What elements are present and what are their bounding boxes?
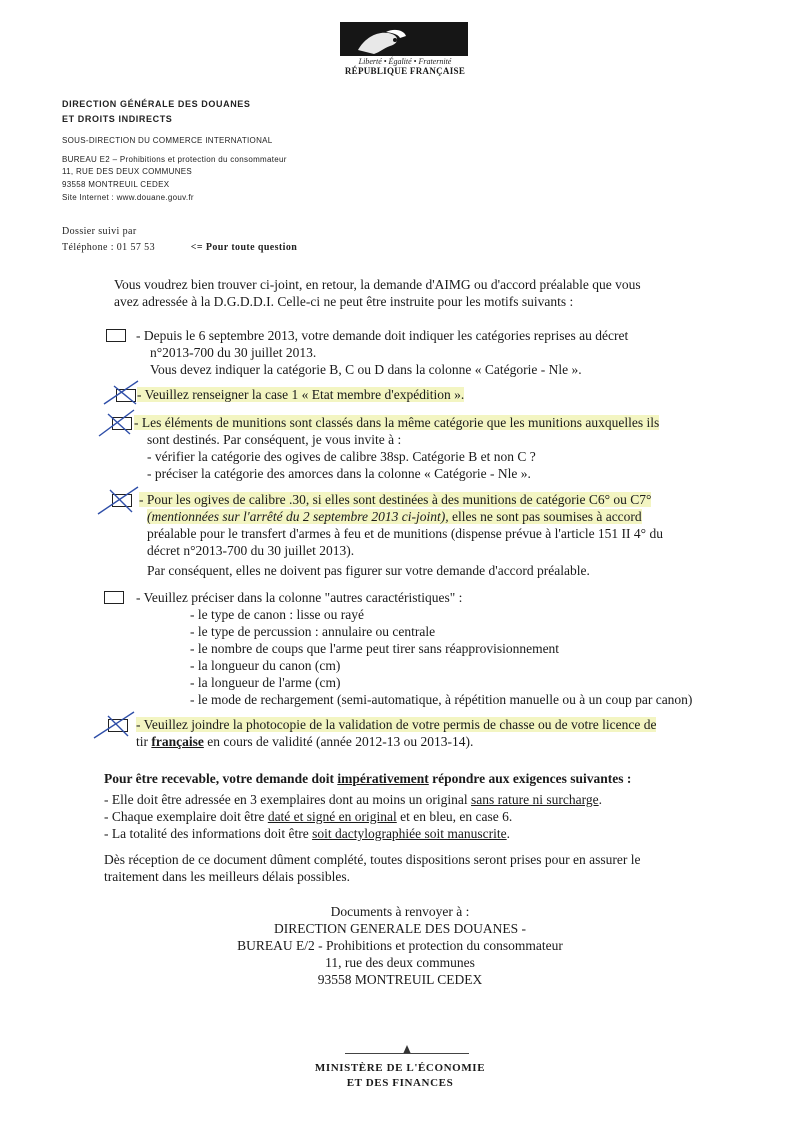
return-title: Documents à renvoyer à :	[330, 904, 470, 919]
item5-sub4: - la longueur du canon (cm)	[190, 658, 341, 673]
item3-line4: - préciser la catégorie des amorces dans la colonne « Catégorie - Nle ».	[147, 466, 531, 481]
return-line3: 11, rue des deux communes	[325, 955, 475, 970]
footer-divider	[345, 1053, 469, 1054]
item4-line4: décret n°2013-700 du 30 juillet 2013).	[147, 543, 355, 558]
item2-line1: - Veuillez renseigner la case 1 « Etat membre d'expédition ».	[137, 387, 465, 402]
item5-sub5: - la longueur de l'arme (cm)	[190, 675, 341, 690]
item1-line2: n°2013-700 du 30 juillet 2013.	[150, 345, 317, 360]
subdirection: SOUS-DIRECTION DU COMMERCE INTERNATIONAL	[62, 136, 273, 145]
republic-motto: Liberté • Égalité • Fraternité	[358, 57, 452, 66]
ministry-line2: ET DES FINANCES	[346, 1077, 454, 1089]
republic-title: RÉPUBLIQUE FRANÇAISE	[344, 66, 466, 76]
requirement-3: - La totalité des informations doit être soit dactylographiée soit manuscrite.	[104, 826, 511, 841]
checkbox-item5[interactable]	[104, 591, 124, 604]
check-cross-icon	[92, 708, 138, 740]
closing-line2: traitement dans les meilleurs délais possibles.	[104, 869, 350, 884]
return-line2: BUREAU E/2 - Prohibitions et protection du consommateur	[237, 938, 563, 953]
marianne-logo	[340, 22, 468, 56]
checkbox-item1[interactable]	[106, 329, 126, 342]
org-name-line2: ET DROITS INDIRECTS	[62, 114, 173, 124]
website: Site Internet : www.douane.gouv.fr	[62, 193, 194, 202]
requirement-1: - Elle doit être adressée en 3 exemplaires dont au moins un original sans rature ni surcharge.	[104, 792, 602, 807]
item6-line2: tir française en cours de validité (année 2012-13 ou 2013-14).	[136, 734, 474, 749]
item1-line1: - Depuis le 6 septembre 2013, votre demande doit indiquer les catégories reprises au décret	[136, 328, 629, 343]
item5-line1: - Veuillez préciser dans la colonne "autres caractéristiques" :	[136, 590, 463, 605]
item3-line3: - vérifier la catégorie des ogives de calibre 38sp. Catégorie B et non C ?	[147, 449, 536, 464]
check-cross-icon	[96, 484, 142, 516]
marianne-profile-icon	[340, 22, 468, 56]
dossier-label: Dossier suivi par	[62, 226, 137, 237]
item3-line2: sont destinés. Par conséquent, je vous invite à :	[147, 432, 402, 447]
item4-line3: préalable pour le transfert d'armes à feu et de munitions (dispense prévue à l'article 151 II 4° du	[147, 526, 663, 541]
return-line4: 93558 MONTREUIL CEDEX	[317, 972, 483, 987]
closing-line1: Dès réception de ce document dûment complété, toutes dispositions seront prises pour en assurer le	[104, 852, 641, 867]
item4-line1: - Pour les ogives de calibre .30, si elles sont destinées à des munitions de catégorie C6° ou C7°	[139, 492, 652, 507]
requirement-2: - Chaque exemplaire doit être daté et signé en original et en bleu, en case 6.	[104, 809, 513, 824]
item5-sub2: - le type de percussion : annulaire ou centrale	[190, 624, 436, 639]
return-line1: DIRECTION GENERALE DES DOUANES -	[274, 921, 526, 936]
ministry-line1: MINISTÈRE DE L'ÉCONOMIE	[314, 1062, 486, 1074]
item3-line1: - Les éléments de munitions sont classés dans la même catégorie que les munitions auxquelles ils	[134, 415, 660, 430]
item5-sub3: - le nombre de coups que l'arme peut tirer sans réapprovisionnement	[190, 641, 560, 656]
telephone-note: <= Pour toute question	[190, 242, 298, 253]
street-address: 11, RUE DES DEUX COMMUNES	[62, 167, 193, 176]
item6-line1: - Veuillez joindre la photocopie de la validation de votre permis de chasse ou de votre licence de	[136, 717, 657, 732]
telephone: Téléphone : 01 57 53	[62, 242, 155, 253]
telephone-line	[62, 242, 297, 253]
requirements-title: Pour être recevable, votre demande doit impérativement répondre aux exigences suivantes :	[104, 771, 632, 786]
item1-line3: Vous devez indiquer la catégorie B, C ou D dans la colonne « Catégorie - Nle ».	[150, 362, 582, 377]
bureau: BUREAU E2 – Prohibitions et protection du consommateur	[62, 155, 287, 164]
org-name-line1: DIRECTION GÉNÉRALE DES DOUANES	[62, 99, 251, 109]
item5-sub1: - le type de canon : lisse ou rayé	[190, 607, 364, 622]
intro-line1: Vous voudrez bien trouver ci-joint, en retour, la demande d'AIMG ou d'accord préalable que vous	[114, 277, 641, 292]
check-cross-icon	[96, 406, 138, 438]
item5-sub6: - le mode de rechargement (semi-automatique, à répétition manuelle ou à un coup par canon)	[190, 692, 693, 707]
check-cross-icon	[100, 378, 142, 408]
item4-line2: (mentionnées sur l'arrêté du 2 septembre 2013 ci-joint), elles ne sont pas soumises à accord	[147, 509, 642, 524]
item4-line5: Par conséquent, elles ne doivent pas figurer sur votre demande d'accord préalable.	[147, 563, 590, 578]
intro-line2: avez adressée à la D.G.D.D.I. Celle-ci ne peut être instruite pour les motifs suivants :	[114, 294, 574, 309]
city-address: 93558 MONTREUIL CEDEX	[62, 180, 170, 189]
